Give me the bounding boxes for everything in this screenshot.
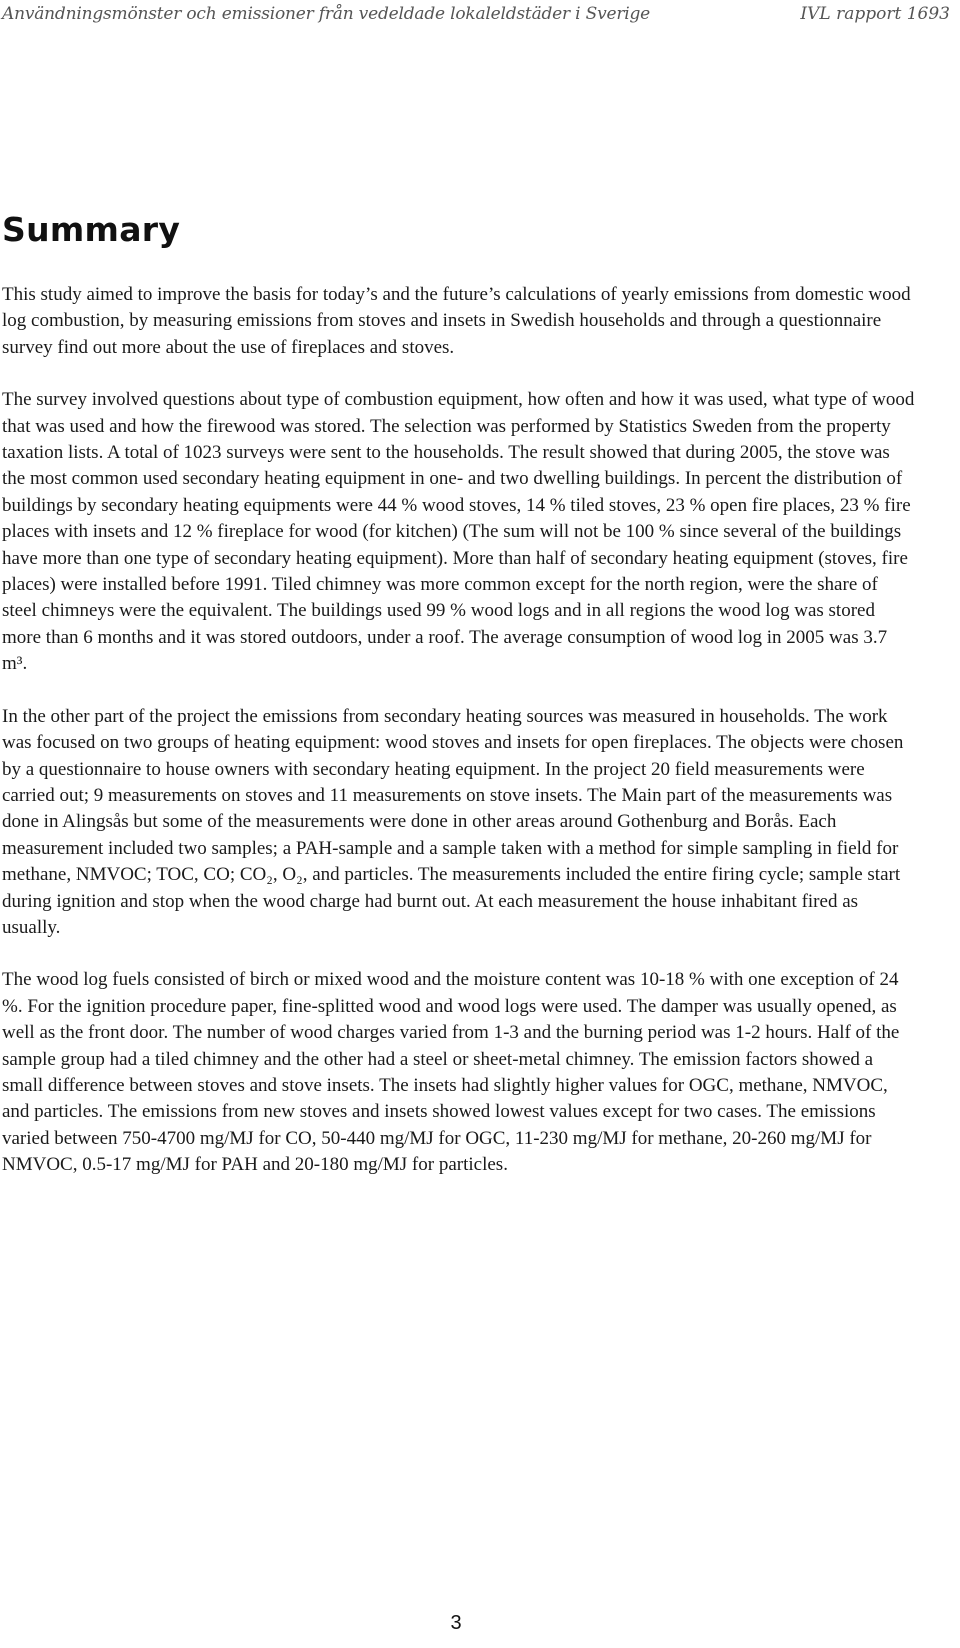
paragraph-survey: The survey involved questions about type of combustion equipment, how often and how it was used, what type of wood that was used and how the firewood was stored. The selection was performed by Statistics Sweden from the property taxation lists. A total of 1023 surveys were sent to the households. The result showed that during 2005, the stove was the most common used secondary heating equipment in one- and two dwelling buildings. In percent the distribution of buildings by secondary heating equipments were 44 % wood stoves, 14 % tiled stoves, 23 % open fire places, 23 % fire places with insets and 12 % fireplace for wood (for kitchen) (The sum will not be 100 % since several of the buildings have more than one type of secondary heating equipment). More than half of secondary heating equipment (stoves, fire places) were installed before 1991. Tiled chimney was more common except for the north region, were the share of steel chimneys were the equivalent. The buildings used 99 % wood logs and in all regions the wood log was stored more than 6 months and it was stored outdoors, under a roof. The average consumption of wood log in 2005 was 3.7 m³. <box>2 389 915 675</box>
summary-body <box>2 282 917 1205</box>
paragraph-measurements: In the other part of the project the emissions from secondary heating sources was measured in households. The work was focused on two groups of heating equipment: wood stoves and insets for open fireplaces. The objects were chosen by a questionnaire to house owners with secondary heating equipment. In the project 20 field measurements were carried out; 9 measurements on stoves and 11 measurements on stove insets. The Main part of the measurements was done in Alingsås but some of the measurements were done in other areas around Gothenburg and Borås. Each measurement included two samples; a PAH-sample and a sample taken with a method for simple sampling in field for methane, NMVOC; TOC, CO; CO₂, O₂, and particles. The measurements included the entire firing cycle; sample start during ignition and stop when the wood charge had burnt out. At each measurement the house inhabitant fired as usually. <box>2 705 904 938</box>
report-title: Användningsmönster och emissioner från vedeldade lokaleldstäder i Sverige <box>2 4 651 24</box>
page-header <box>2 4 950 32</box>
page-number: 3 <box>450 1612 462 1634</box>
paragraph-intro: This study aimed to improve the basis for today’s and the future’s calculations of yearly emissions from domestic wood log combustion, by measuring emissions from stoves and insets in Swedish households and through a questionnaire survey find out more about the use of fireplaces and stoves. <box>2 284 911 358</box>
paragraph-results: The wood log fuels consisted of birch or mixed wood and the moisture content was 10-18 % with one exception of 24 %. For the ignition procedure paper, fine-splitted wood and wood logs were used. The damper was usually opened, as well as the front door. The number of wood charges varied from 1-3 and the burning period was 1-2 hours. Half of the sample group had a tiled chimney and the other had a steel or sheet-metal chimney. The emission factors showed a small difference between stoves and stove insets. The insets had slightly higher values for OGC, methane, NMVOC, and particles. The emissions from new stoves and insets showed lowest values except for two cases. The emissions varied between 750-4700 mg/MJ for CO, 50-440 mg/MJ for OGC, 11-230 mg/MJ for methane, 20-260 mg/MJ for NMVOC, 0.5-17 mg/MJ for PAH and 20-180 mg/MJ for particles. <box>2 969 900 1176</box>
section-heading: Summary <box>2 210 181 249</box>
report-number: IVL rapport 1693 <box>800 4 950 24</box>
